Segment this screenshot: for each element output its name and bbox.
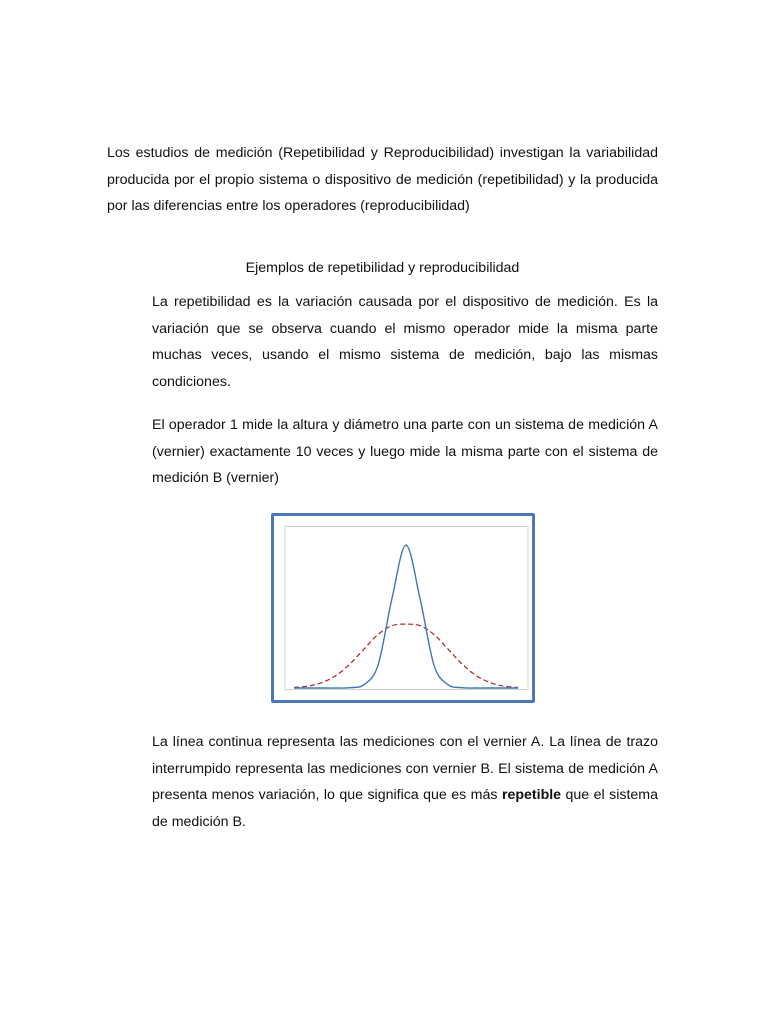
conclusion-text-start: La línea continua representa las mediciones con el vernier A. La línea de trazo interrumpido representa las mediciones con vernier B. El sistema de medición A presenta menos variación, lo que significa que es más [152, 734, 658, 804]
repeatability-definition-paragraph: La repetibilidad es la variación causada por el dispositivo de medición. Es la variación que se observa cuando el mismo operador mide la misma parte muchas veces, usando el mismo sistema de medición, bajo las mismas condiciones. [152, 294, 658, 391]
section-heading: Ejemplos de repetibilidad y reproducibilidad [245, 260, 520, 276]
conclusion-paragraph [152, 729, 658, 836]
distribution-chart [271, 513, 535, 703]
plot-area [285, 527, 528, 690]
intro-paragraph: Los estudios de medición (Repetibilidad y Reproducibilidad) investigan la variabilidad producida por el propio sistema o dispositivo de medición (repetibilidad) y la producida por las diferencias entre los operadores (reproducibilidad) [107, 145, 658, 215]
chart-canvas [274, 516, 531, 699]
conclusion-bold-word: repetible [501, 787, 562, 804]
conclusion-text-end: que el sistema de medición B. [152, 787, 659, 831]
operator-example-paragraph: El operador 1 mide la altura y diámetro una parte con un sistema de medición A (vernier) exactamente 10 veces y luego mide la misma parte con el sistema de medición B (vernier) [152, 417, 658, 487]
